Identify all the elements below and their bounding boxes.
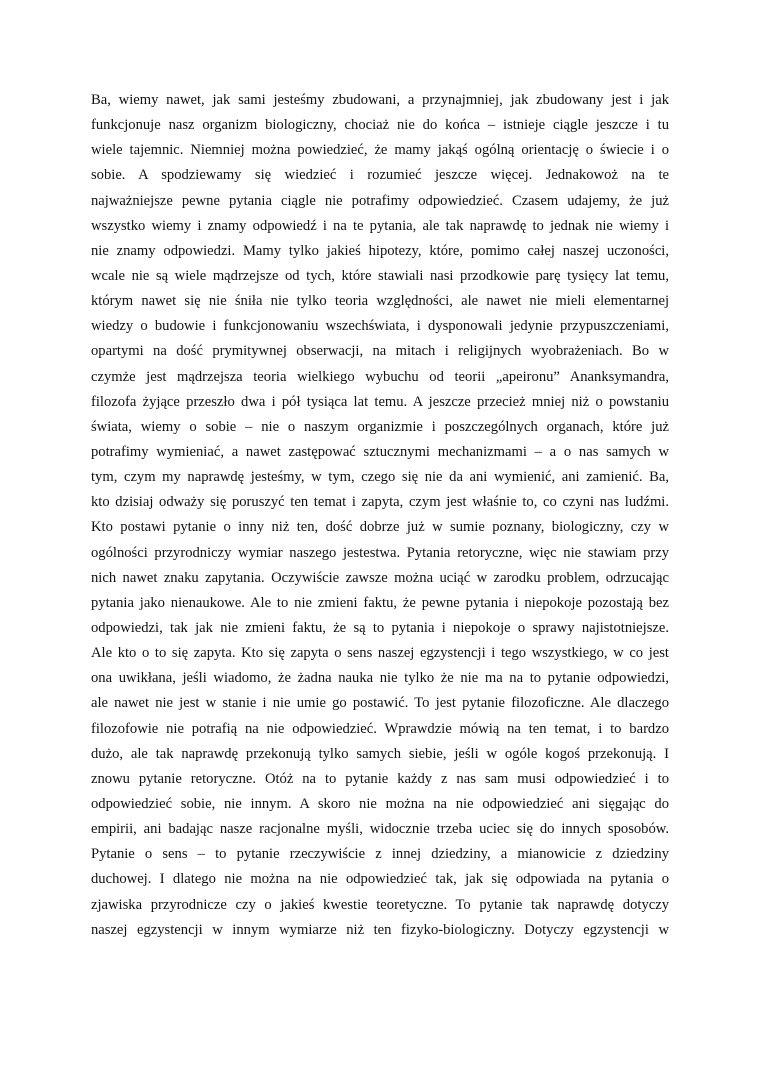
text-line: wiedzy o budowie i funkcjonowaniu wszechświata, i dysponowali jedynie przypuszczeniami, [91, 318, 669, 335]
body-text [91, 88, 669, 943]
text-line: odpowiedzieć sobie, nie innym. A skoro nie można na nie odpowiedzieć ani sięgając do [91, 795, 669, 812]
text-line: odpowiedzi, tak jak nie zmieni faktu, że są to pytania i niepokoje o sprawy najistotniejsze. [91, 619, 669, 636]
text-line: świata, wiemy o sobie – nie o naszym organizmie i poszczególnych organach, które już [91, 418, 669, 435]
text-line: którym nawet się nie śniła nie tylko teoria względności, ale nawet nie mieli elementarnej [91, 293, 669, 310]
text-line: kto dzisiaj odważy się poruszyć ten temat i zapyta, czym jest właśnie to, co czyni nas ludźmi. [91, 494, 669, 511]
text-line: duchowej. I dlatego nie można na nie odpowiedzieć tak, jak się odpowiada na pytania o [91, 871, 669, 888]
text-line: Ale kto o to się zapyta. Kto się zapyta o sens naszej egzystencji i tego wszystkiego, w co jest [91, 645, 669, 662]
text-line: wszystko wiemy i znamy odpowiedź i na te pytania, ale tak naprawdę to jednak nie wiemy i [91, 217, 669, 234]
text-line: Kto postawi pytanie o inny niż ten, dość dobrze już w sumie poznany, biologiczny, czy w [91, 519, 669, 536]
text-line: filozofowie nie potrafią na nie odpowiedzieć. Wprawdzie mówią na ten temat, i to bardzo [91, 720, 669, 737]
text-line: ogólności przyrodniczy wymiar naszego jestestwa. Pytania retoryczne, więc nie stawiam przy [91, 544, 669, 561]
text-line: filozofa żyjące przeszło dwa i pół tysiąca lat temu. A jeszcze przecież mniej niż o powstaniu [91, 393, 669, 410]
text-line: ona uwikłana, jeśli wiadomo, że żadna nauka nie tylko że nie ma na to pytanie odpowiedzi, [91, 670, 669, 687]
text-line: dużo, ale tak naprawdę przekonują tylko samych siebie, jeśli w ogóle kogoś przekonują. I [91, 745, 669, 762]
text-line: tym, czym my naprawdę jesteśmy, w tym, czego się nie da ani wymienić, ani zamienić. Ba, [91, 469, 669, 486]
text-line: empirii, ani badając nasze racjonalne myśli, widocznie trzeba uciec się do innych sposobów. [91, 821, 669, 838]
text-line: pytania jako nienaukowe. Ale to nie zmieni faktu, że pewne pytania i niepokoje pozostają bez [91, 594, 669, 611]
text-line: nich nawet znaku zapytania. Oczywiście zawsze można uciąć w zarodku problem, odrzucając [91, 569, 669, 586]
text-line: czymże jest mądrzejsza teoria wielkiego wybuchu od teorii „apeironu” Ananksymandra, [91, 368, 669, 385]
text-line: wiele tajemnic. Niemniej można powiedzieć, że mamy jakąś ogólną orientację o świecie i o [91, 142, 669, 159]
text-line: opartymi na dość prymitywnej obserwacji, na mitach i religijnych wyobrażeniach. Bo w [91, 343, 669, 360]
text-line: najważniejsze pewne pytania ciągle nie potrafimy odpowiedzieć. Czasem udajemy, że już [91, 192, 669, 209]
text-line: zjawiska przyrodnicze czy o jakieś kwestie teoretyczne. To pytanie tak naprawdę dotyczy [91, 896, 669, 913]
text-line: naszej egzystencji w innym wymiarze niż ten fizyko-biologiczny. Dotyczy egzystencji w [91, 921, 669, 938]
text-line: Ba, wiemy nawet, jak sami jesteśmy zbudowani, a przynajmniej, jak zbudowany jest i jak [91, 92, 669, 108]
text-line: ale nawet nie jest w stanie i nie umie go postawić. To jest pytanie filozoficzne. Ale dlaczego [91, 695, 669, 712]
text-line: znowu pytanie retoryczne. Otóż na to pytanie każdy z nas sam musi odpowiedzieć i to [91, 770, 669, 787]
text-line: potrafimy wymieniać, a nawet zastępować sztucznymi mechanizmami – a o nas samych w [91, 443, 669, 460]
text-line: wcale nie są wiele mądrzejsze od tych, które stawiali nasi przodkowie parę tysięcy lat temu, [91, 267, 669, 284]
text-line: Pytanie o sens – to pytanie rzeczywiście z innej dziedziny, a mianowicie z dziedziny [91, 846, 669, 863]
text-line: nie znamy odpowiedzi. Mamy tylko jakieś hipotezy, które, pomimo całej naszej uczoności, [91, 242, 669, 259]
text-line: sobie. A spodziewamy się wiedzieć i rozumieć jeszcze więcej. Jednakowoż na te [91, 167, 669, 184]
text-line: funkcjonuje nasz organizm biologiczny, chociaż nie do końca – istnieje ciągle jeszcze i tu [91, 117, 669, 134]
